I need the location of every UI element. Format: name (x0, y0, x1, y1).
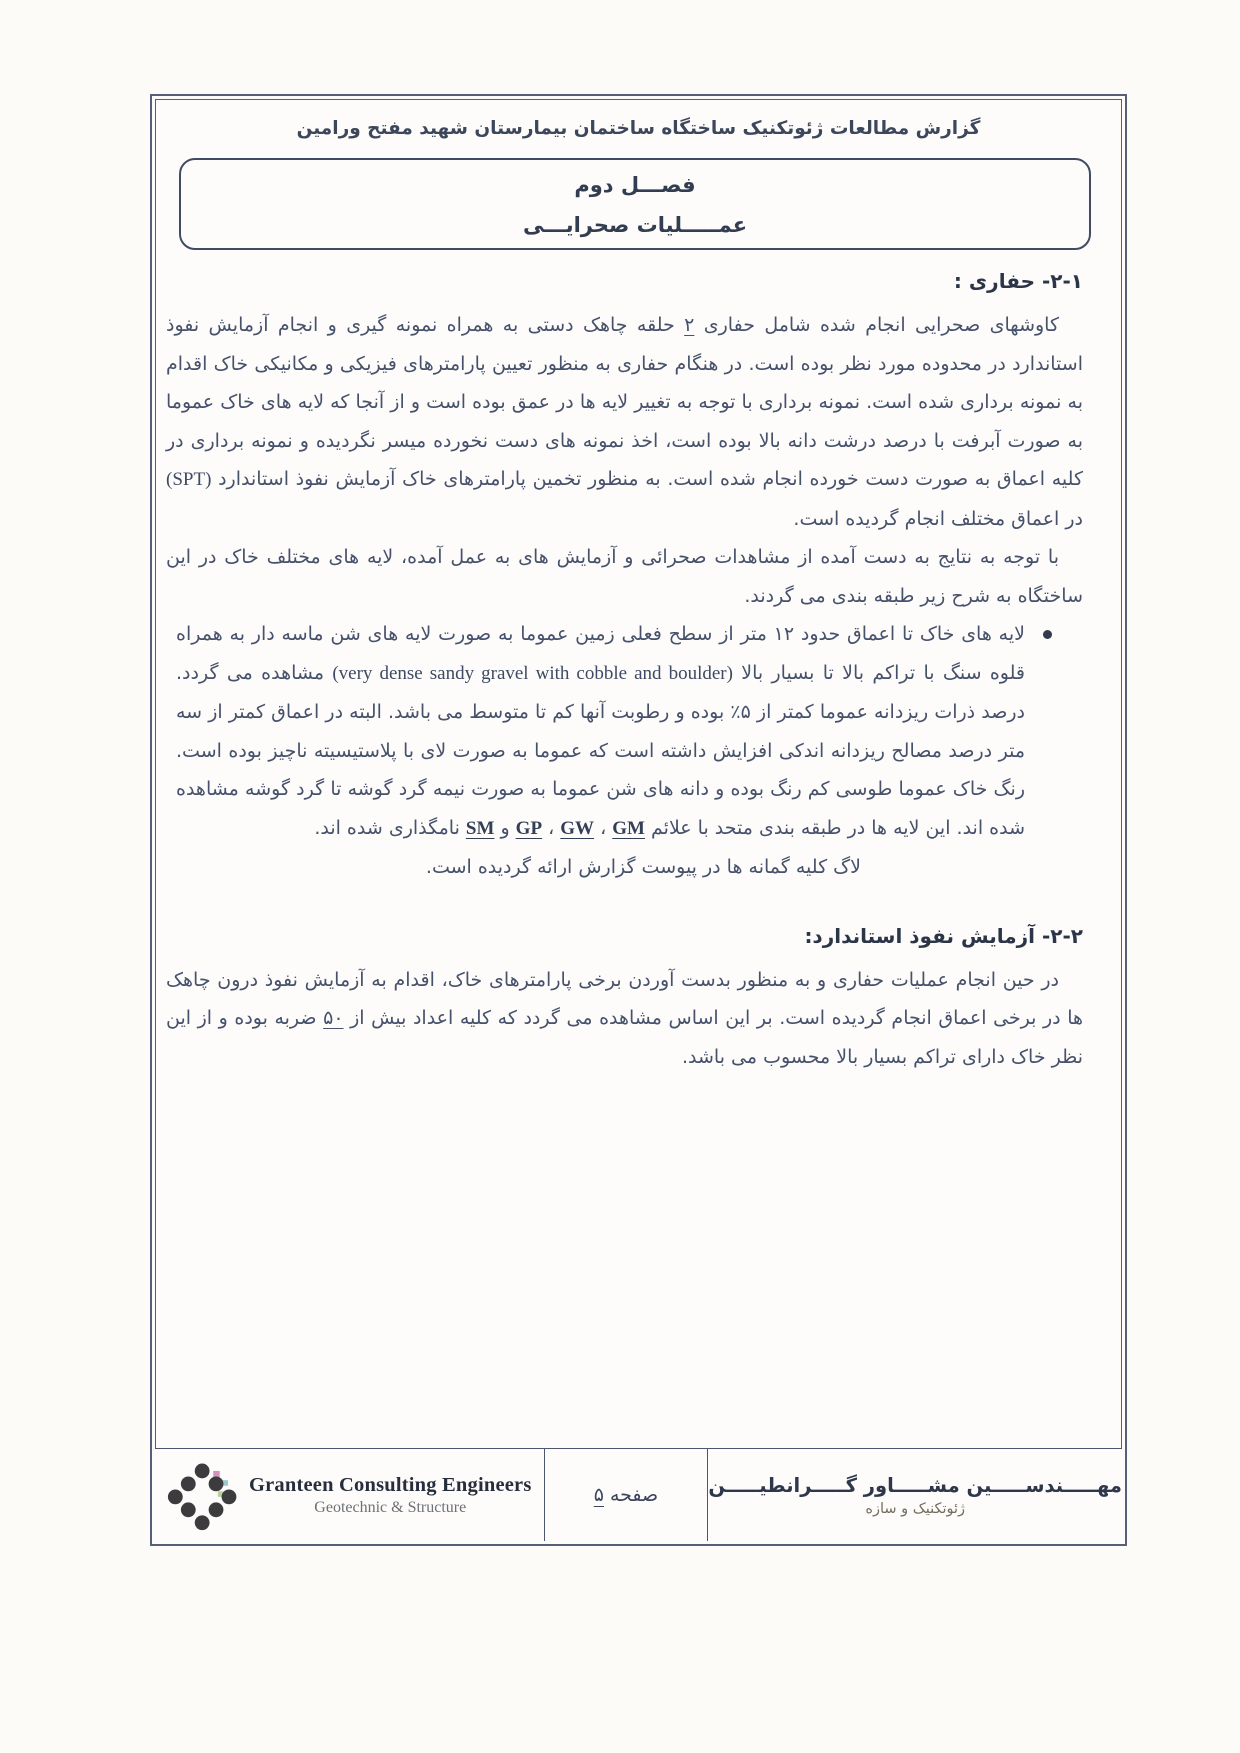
company-tagline-english: Geotechnic & Structure (314, 1498, 467, 1516)
bullet-icon (1043, 630, 1052, 639)
soil-layer-bullet-item (176, 615, 1025, 848)
section-1-paragraph-2: با توجه به نتایج به دست آمده از مشاهدات صحرائی و آزمایش های به عمل آمده، لایه های مختلف خاک در این ساختگاه به شرح زیر طبقه بندی می گردند. (166, 546, 1083, 607)
chapter-number: فصـــل دوم (574, 173, 696, 197)
company-logo-icon (167, 1458, 241, 1532)
page-border-frame (150, 94, 1127, 1546)
company-tagline-persian: ژئوتکنیک و سازه (865, 1500, 966, 1517)
footer-page-number-cell (545, 1449, 709, 1541)
section-2-paragraph: در حین انجام عملیات حفاری و به منظور بدست آوردن برخی پارامترهای خاک، اقدام به آزمایش نفوذ درون چاهک ها در برخی اعماق انجام گردیده است. بر این اساس مشاهده می گردد که کلیه اعداد بیش از ۵۰ ضربه بوده و از این نظر خاک دارای تراکم بسیار بالا محسوب می باشد. (166, 968, 1084, 1068)
report-header-title: گزارش مطالعات ژئوتکنیک ساختگاه ساختمان بیمارستان شهید مفتح ورامین (296, 118, 981, 139)
company-name-english: Granteen Consulting Engineers (248, 1473, 532, 1496)
footer-company-en-cell (155, 1449, 545, 1541)
chapter-title: عمـــــلیات صحرایـــی (522, 213, 748, 237)
footer-company-fa-cell (708, 1449, 1122, 1541)
section-2-heading: ۲-۲- آزمایش نفوذ استاندارد: (804, 923, 1083, 948)
footer-company-en-block (249, 1474, 532, 1517)
chapter-title-box (179, 158, 1091, 250)
footer-bar (155, 1448, 1122, 1541)
section-1-paragraph-1: کاوشهای صحرایی انجام شده شامل حفاری ۲ حلقه چاهک دستی به همراه نمونه گیری و انجام آزمایش نفوذ استاندارد در محدوده مورد نظر بوده است. در هنگام حفاری به منظور تعیین پارامترهای فیزیکی و مکانیکی خاک اقدام به نمونه برداری شده است. نمونه برداری با توجه به تغییر لایه ها در عمق بوده است و از آنجا که لایه های خاک عموما به صورت آبرفت با درصد درشت دانه بالا بوده است، اخذ نمونه های دست نخورده میسر نگردیده و نمونه برداری در کلیه اعماق به صورت دست خورده انجام شده است. به منظور تخمین پارامترهای خاک آزمایش نفوذ استاندارد (SPT) در اعماق مختلف انجام گردیده است. (166, 314, 1083, 530)
company-name-persian: مهـــــندســـــین مشـــــاور گـــــرانطیـــــن (708, 1473, 1122, 1497)
page-number-value: ۵ (593, 1484, 604, 1506)
document-body (166, 264, 1083, 1076)
section-1-heading: ۲-۱- حفاری : (953, 269, 1083, 293)
soil-layer-bullet-text: لایه های خاک تا اعماق حدود ۱۲ متر از سطح فعلی زمین عموما به صورت لایه های شن ماسه دار به همراه قلوه سنگ با تراکم بالا تا بسیار بالا (very dense sandy gravel with cobble and boulder) مشاهده می گردد. درصد ذرات ریزدانه عموما کمتر از ۵٪ بوده و رطوبت آنها کم تا متوسط می باشد. البته در اعماق کمتر از سه متر درصد مصالح ریزدانه اندکی افزایش داشته است که عموما به صورت لای با پلاستیسیته ناچیز بوده است. رنگ خاک عموما طوسی کم رنگ بوده و دانه های شن عموما به صورت نیمه گرد گوشه تا گرد گوشه مشاهده شده اند. این لایه ها در طبقه بندی متحد با علائم GP ، GW ، GM و SM نامگذاری شده اند. (176, 623, 1025, 839)
borehole-log-note: لاگ کلیه گمانه ها در پیوست گزارش ارائه گردیده است. (425, 856, 861, 878)
page-number-label: صفحه (609, 1484, 659, 1506)
